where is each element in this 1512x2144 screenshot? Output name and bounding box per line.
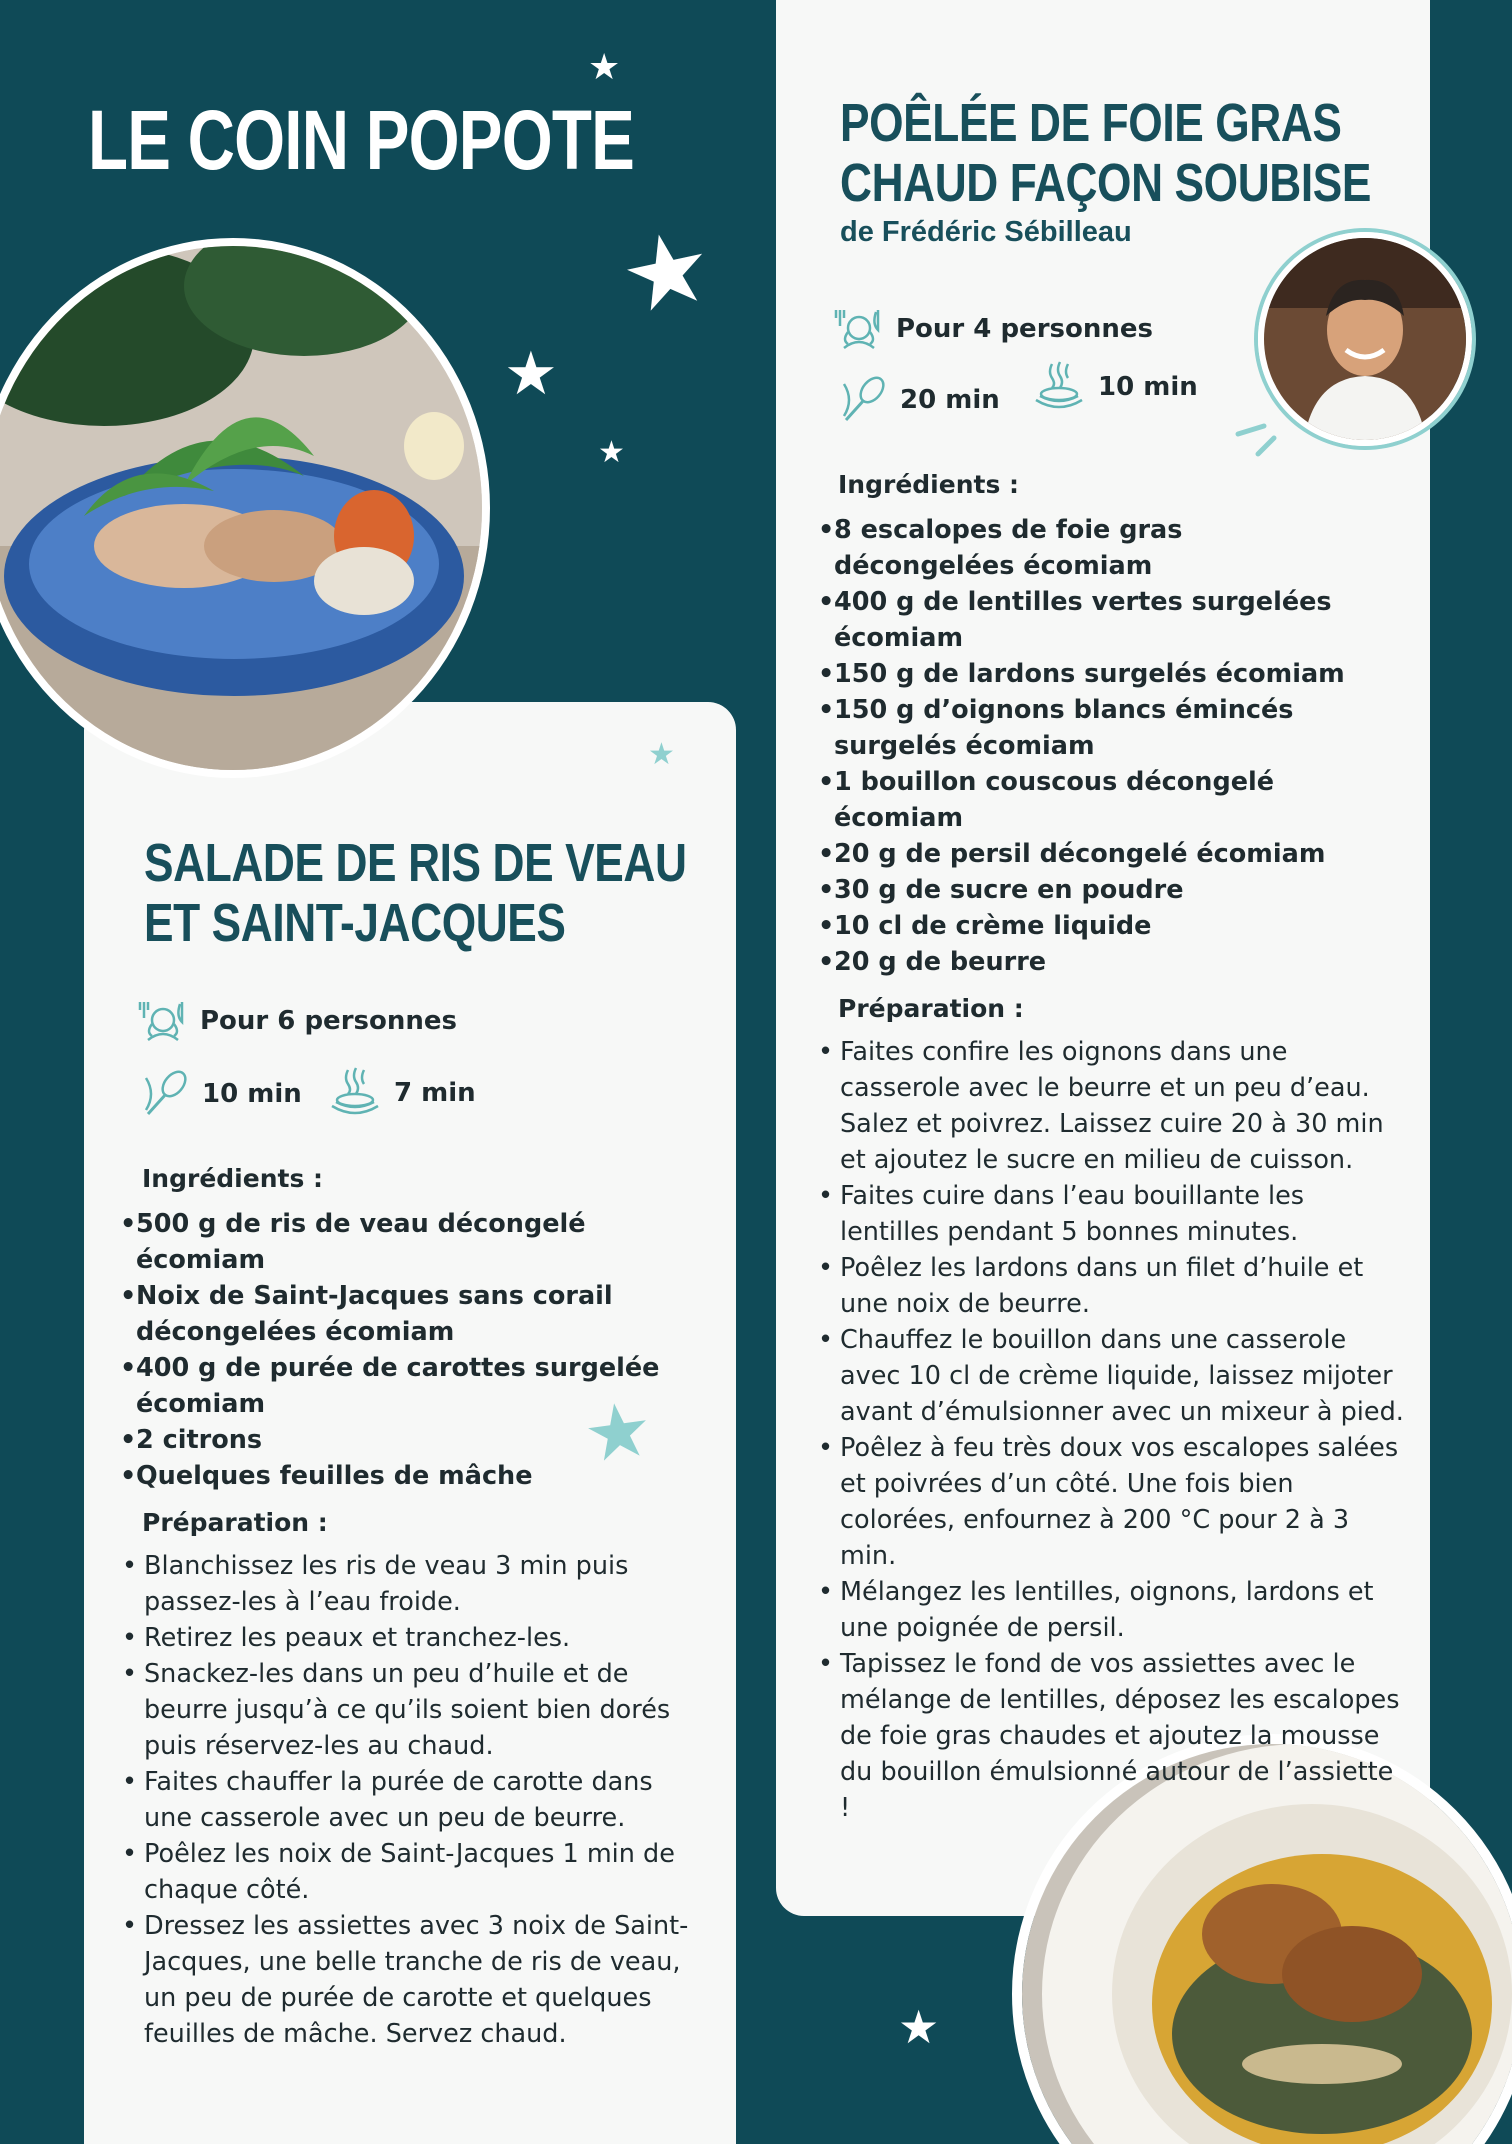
preparation-step: • Dressez les assiettes avec 3 noix de Saint-Jacques, une belle tranche de ris de veau, un peu de purée de carotte et quelques feuilles de mâche. Servez chaud. [122, 1908, 702, 2052]
left-cook-time [328, 1066, 476, 1120]
ingredient-item: • 400 g de lentilles vertes surgelées écomiam [818, 584, 1358, 656]
ingredient-item: • 500 g de ris de veau décongelé écomiam [120, 1206, 680, 1278]
left-cook-time-text: 7 min [394, 1078, 476, 1108]
ingredient-item: • 400 g de purée de carottes surgelée écomiam [120, 1350, 680, 1422]
ingredient-item: • 8 escalopes de foie gras décongelées écomiam [818, 512, 1358, 584]
recipe-author: de Frédéric Sébilleau [840, 216, 1132, 248]
preparation-step: • Blanchissez les ris de veau 3 min puis passez-les à l’eau froide. [122, 1548, 702, 1620]
left-preparation-heading: Préparation : [142, 1508, 328, 1537]
ingredient-item: • 150 g d’oignons blancs émincés surgelés écomiam [818, 692, 1358, 764]
left-preparation-list [122, 1548, 702, 2052]
preparation-step: • Faites chauffer la purée de carotte dans une casserole avec un peu de beurre. [122, 1764, 702, 1836]
preparation-step: • Chauffez le bouillon dans une casserole avec 10 cl de crème liquide, laissez mijoter avant d’émulsionner avec un mixeur à pied. [818, 1322, 1404, 1430]
left-recipe-title-line2: ET SAINT-JACQUES [144, 893, 566, 953]
ingredient-item: • Quelques feuilles de mâche [120, 1458, 680, 1494]
servings-icon [834, 306, 884, 352]
star-icon: ★ [504, 339, 558, 409]
ingredient-item: • 1 bouillon couscous décongelé écomiam [818, 764, 1358, 836]
right-recipe-title-line1: POÊLÉE DE FOIE GRAS [840, 93, 1342, 153]
left-recipe-title [144, 833, 687, 956]
right-prep-time-text: 20 min [900, 385, 1000, 415]
preparation-step: • Faites cuire dans l’eau bouillante les lentilles pendant 5 bonnes minutes. [818, 1178, 1404, 1250]
ingredient-item: • 30 g de sucre en poudre [818, 872, 1358, 908]
star-icon: ★ [898, 2000, 940, 2054]
page-title: LE COIN POPOTE [88, 93, 635, 187]
whisk-icon [840, 376, 888, 424]
preparation-step: • Poêlez les noix de Saint-Jacques 1 min de chaque côté. [122, 1836, 702, 1908]
ingredient-item: • 20 g de persil décongelé écomiam [818, 836, 1358, 872]
left-prep-time-text: 10 min [202, 1079, 302, 1109]
left-recipe-title-line1: SALADE DE RIS DE VEAU [144, 833, 687, 893]
left-ingredients-heading: Ingrédients : [142, 1164, 324, 1193]
left-servings-text: Pour 6 personnes [200, 1006, 457, 1036]
right-servings-text: Pour 4 personnes [896, 314, 1153, 344]
ingredient-item: • 150 g de lardons surgelés écomiam [818, 656, 1358, 692]
star-icon: ★ [610, 204, 723, 339]
preparation-step: • Mélangez les lentilles, oignons, lardons et une poignée de persil. [818, 1574, 1404, 1646]
preparation-step: • Tapissez le fond de vos assiettes avec le mélange de lentilles, déposez les escalopes de foie gras chaudes et ajoutez la mousse du bouillon émulsionné autour de l’assiette ! [818, 1646, 1404, 1826]
preparation-step: • Faites confire les oignons dans une casserole avec le beurre et un peu d’eau. Salez et poivrez. Laissez cuire 20 à 30 min et ajoutez le sucre en milieu de cuisson. [818, 1034, 1404, 1178]
cooking-pot-icon [1032, 360, 1086, 414]
whisk-icon [142, 1070, 190, 1118]
servings-icon [138, 998, 188, 1044]
preparation-step: • Snackez-les dans un peu d’huile et de beurre jusqu’à ce qu’ils soient bien dorés puis réservez-les au chaud. [122, 1656, 702, 1764]
right-cook-time-text: 10 min [1098, 372, 1198, 402]
star-icon: ★ [598, 435, 625, 470]
right-servings [834, 306, 1153, 352]
right-preparation-list [818, 1034, 1404, 1826]
preparation-step: • Retirez les peaux et tranchez-les. [122, 1620, 702, 1656]
right-recipe-title-line2: CHAUD FAÇON SOUBISE [840, 153, 1371, 213]
right-prep-time [840, 376, 1000, 424]
star-icon: ★ [578, 1382, 658, 1481]
cooking-pot-icon [328, 1066, 382, 1120]
preparation-step: • Poêlez à feu très doux vos escalopes salées et poivrées d’un côté. Une fois bien colorées, enfournez à 200 °C pour 2 à 3 min. [818, 1430, 1404, 1574]
right-ingredients-list [818, 512, 1358, 980]
star-icon: ★ [648, 737, 675, 772]
star-icon: ★ [588, 47, 621, 88]
right-recipe-title [840, 93, 1371, 216]
left-prep-time [142, 1070, 302, 1118]
preparation-step: • Poêlez les lardons dans un filet d’huile et une noix de beurre. [818, 1250, 1404, 1322]
ingredient-item: • 20 g de beurre [818, 944, 1358, 980]
right-preparation-heading: Préparation : [838, 994, 1024, 1023]
ingredient-item: • 10 cl de crème liquide [818, 908, 1358, 944]
left-ingredients-list [120, 1206, 680, 1494]
left-servings [138, 998, 457, 1044]
salad-dish-photo [0, 238, 490, 778]
chef-portrait [1258, 232, 1472, 446]
accent-dashes-icon [1234, 420, 1280, 460]
right-ingredients-heading: Ingrédients : [838, 470, 1020, 499]
ingredient-item: • Noix de Saint-Jacques sans corail décongelées écomiam [120, 1278, 680, 1350]
ingredient-item: • 2 citrons [120, 1422, 680, 1458]
right-cook-time [1032, 360, 1198, 414]
